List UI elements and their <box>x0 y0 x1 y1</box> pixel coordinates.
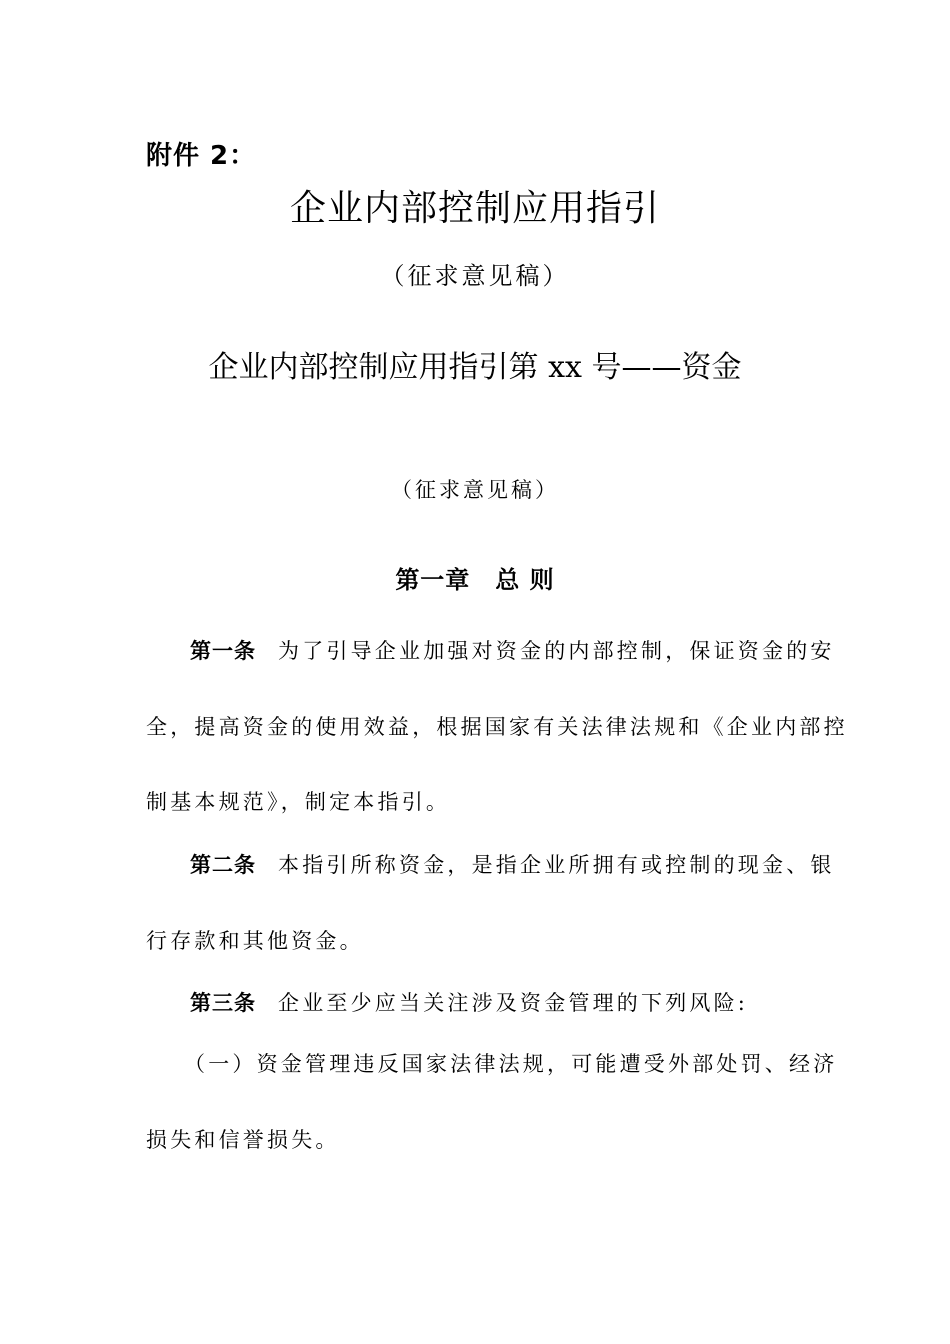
article-3-text-1: 企业至少应当关注涉及资金管理的下列风险: <box>278 991 749 1015</box>
chapter-heading: 第一章 总 则 <box>395 566 555 594</box>
article-3-line-1 <box>190 987 806 1017</box>
sub-title: 企业内部控制应用指引第 xx 号——资金 <box>208 350 742 385</box>
article-1-line-2: 全，提高资金的使用效益，根据国家有关法律法规和《企业内部控 <box>146 715 848 739</box>
article-3-label: 第三条 <box>190 991 256 1015</box>
draft-label: （征求意见稿） <box>380 262 570 290</box>
main-title: 企业内部控制应用指引 <box>289 188 660 229</box>
draft-label-secondary: （征求意见稿） <box>391 478 559 502</box>
article-1-line-3: 制基本规范》，制定本指引。 <box>146 790 451 814</box>
article-2-text-1: 本指引所称资金，是指企业所拥有或控制的现金、银 <box>278 853 835 877</box>
article-1-line-1 <box>190 635 835 665</box>
article-1-text-1: 为了引导企业加强对资金的内部控制，保证资金的安 <box>278 639 835 663</box>
attachment-label: 附件 2： <box>146 141 257 171</box>
article-1-label: 第一条 <box>190 639 256 663</box>
risk-item-1-line-2: 损失和信誉损失。 <box>146 1128 340 1152</box>
article-2-line-1 <box>190 849 835 879</box>
article-2-label: 第二条 <box>190 853 256 877</box>
risk-item-1-line-1: （一）资金管理违反国家法律法规，可能遭受外部处罚、经济 <box>184 1052 838 1076</box>
article-2-line-2: 行存款和其他资金。 <box>146 929 364 953</box>
